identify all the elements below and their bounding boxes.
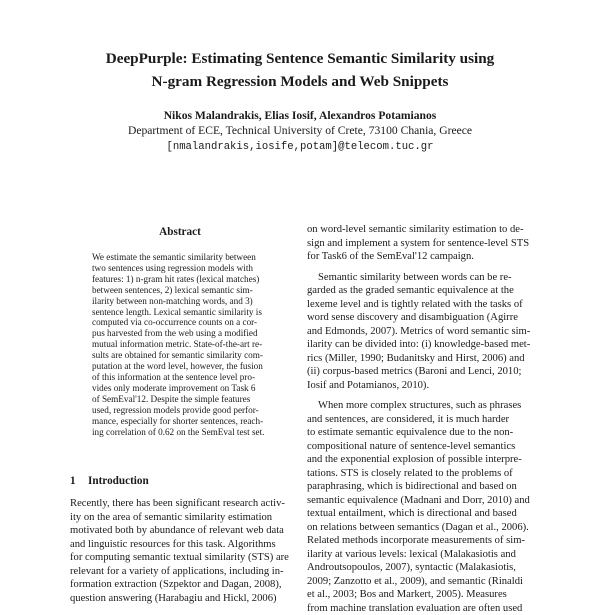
body-line: and linguistic resources for this task. Algorithms xyxy=(70,538,295,552)
body-line: garded as the graded semantic equivalence at the xyxy=(307,284,532,298)
abstract-line: of this information at the sentence level pro- xyxy=(92,372,272,383)
abstract-line: putation at the word level, however, the fusion xyxy=(92,361,272,372)
introduction-body xyxy=(70,497,295,605)
abstract-line: We estimate the semantic similarity between xyxy=(92,252,272,263)
body-line: tations. STS is closely related to the problems of xyxy=(307,467,532,481)
body-line: for Task6 of the SemEval'12 campaign. xyxy=(307,250,532,264)
body-line: motivated both by abundance of relevant web data xyxy=(70,524,295,538)
right-column-body xyxy=(307,223,532,615)
body-line: et al., 2003; Bos and Markert, 2005). Measures xyxy=(307,588,532,602)
abstract-line: vides only moderate improvement on Task 6 xyxy=(92,383,272,394)
paragraph xyxy=(307,223,532,264)
abstract-line: mutual information metric. State-of-the-art re- xyxy=(92,339,272,350)
body-line: paraphrasing, which is bidirectional and based on xyxy=(307,480,532,494)
body-line: ilarity at various levels: lexical (Malakasiotis and xyxy=(307,548,532,562)
body-line: from machine translation evaluation are often used xyxy=(307,602,532,615)
abstract-line: of SemEval'12. Despite the simple features xyxy=(92,394,272,405)
abstract-line: mance, especially for shorter sentences, reach- xyxy=(92,416,272,427)
abstract-line: sentence length. Lexical semantic similarity is xyxy=(92,307,272,318)
title-line: N-gram Regression Models and Web Snippets xyxy=(0,70,600,93)
section-heading-introduction xyxy=(70,474,149,488)
abstract-line: pus harvested from the web using a modified xyxy=(92,328,272,339)
paragraph xyxy=(307,271,532,393)
body-line: on relations between semantics (Dagan et al., 2006). xyxy=(307,521,532,535)
abstract-line: sults are obtained for semantic similarity com- xyxy=(92,350,272,361)
abstract-line: computed via co-occurrence counts on a cor- xyxy=(92,317,272,328)
body-line: Semantic similarity between words can be re- xyxy=(307,271,532,285)
body-line: 2009; Zanzotto et al., 2009), and semantic (Rinaldi xyxy=(307,575,532,589)
paragraph xyxy=(307,399,532,615)
body-line: and Edmonds, 2007). Metrics of word semantic sim- xyxy=(307,325,532,339)
body-line: and the exponential explosion of possible interpre- xyxy=(307,453,532,467)
body-line: ilarity can be divided into: (i) knowledge-based met- xyxy=(307,338,532,352)
body-line: (ii) corpus-based metrics (Baroni and Lenci, 2010; xyxy=(307,365,532,379)
body-line: Androutsopoulos, 2007), syntactic (Malakasiotis, xyxy=(307,561,532,575)
paper-title xyxy=(0,47,600,93)
body-line: formation extraction (Szpektor and Dagan, 2008), xyxy=(70,578,295,592)
body-line: to estimate semantic equivalence due to the non- xyxy=(307,426,532,440)
abstract-line: between sentences, 2) lexical semantic sim- xyxy=(92,285,272,296)
body-line: Recently, there has been significant research activ- xyxy=(70,497,295,511)
body-line: on word-level semantic similarity estimation to de- xyxy=(307,223,532,237)
abstract-line: used, regression models provide good perfor- xyxy=(92,405,272,416)
title-line: DeepPurple: Estimating Sentence Semantic Similarity using xyxy=(0,47,600,70)
abstract-line: ing correlation of 0.62 on the SemEval test set. xyxy=(92,427,272,438)
section-number: 1 xyxy=(70,474,88,488)
abstract-line: ilarity between non-matching words, and 3) xyxy=(92,296,272,307)
abstract-heading: Abstract xyxy=(70,225,290,239)
body-line: semantic equivalence (Madnani and Dorr, 2010) and xyxy=(307,494,532,508)
body-line: Related methods incorporate measurements of sim- xyxy=(307,534,532,548)
body-line: question answering (Harabagiu and Hickl, 2006) xyxy=(70,592,295,606)
body-line: compositional nature of sentence-level semantics xyxy=(307,440,532,454)
body-line: and sentences, are considered, it is much harder xyxy=(307,413,532,427)
abstract-line: features: 1) n-gram hit rates (lexical matches) xyxy=(92,274,272,285)
body-line: textual entailment, which is directional and based xyxy=(307,507,532,521)
body-line: sign and implement a system for sentence-level STS xyxy=(307,237,532,251)
body-line: word sense discovery and disambiguation (Agirre xyxy=(307,311,532,325)
body-line: for computing semantic textual similarity (STS) are xyxy=(70,551,295,565)
body-line: lexeme level and is tightly related with the tasks of xyxy=(307,298,532,312)
section-title: Introduction xyxy=(88,475,149,487)
author-list: Nikos Malandrakis, Elias Iosif, Alexandros Potamianos xyxy=(0,108,600,124)
body-line: ity on the area of semantic similarity estimation xyxy=(70,511,295,525)
abstract-line: two sentences using regression models with xyxy=(92,263,272,274)
abstract-body xyxy=(92,252,272,437)
body-line: rics (Miller, 1990; Budanitsky and Hirst, 2006) and xyxy=(307,352,532,366)
author-emails: [nmalandrakis,iosife,potam]@telecom.tuc.gr xyxy=(0,139,600,155)
body-line: When more complex structures, such as phrases xyxy=(307,399,532,413)
body-line: Iosif and Potamianos, 2010). xyxy=(307,379,532,393)
affiliation: Department of ECE, Technical University of Crete, 73100 Chania, Greece xyxy=(0,123,600,139)
body-line: relevant for a variety of applications, including in- xyxy=(70,565,295,579)
